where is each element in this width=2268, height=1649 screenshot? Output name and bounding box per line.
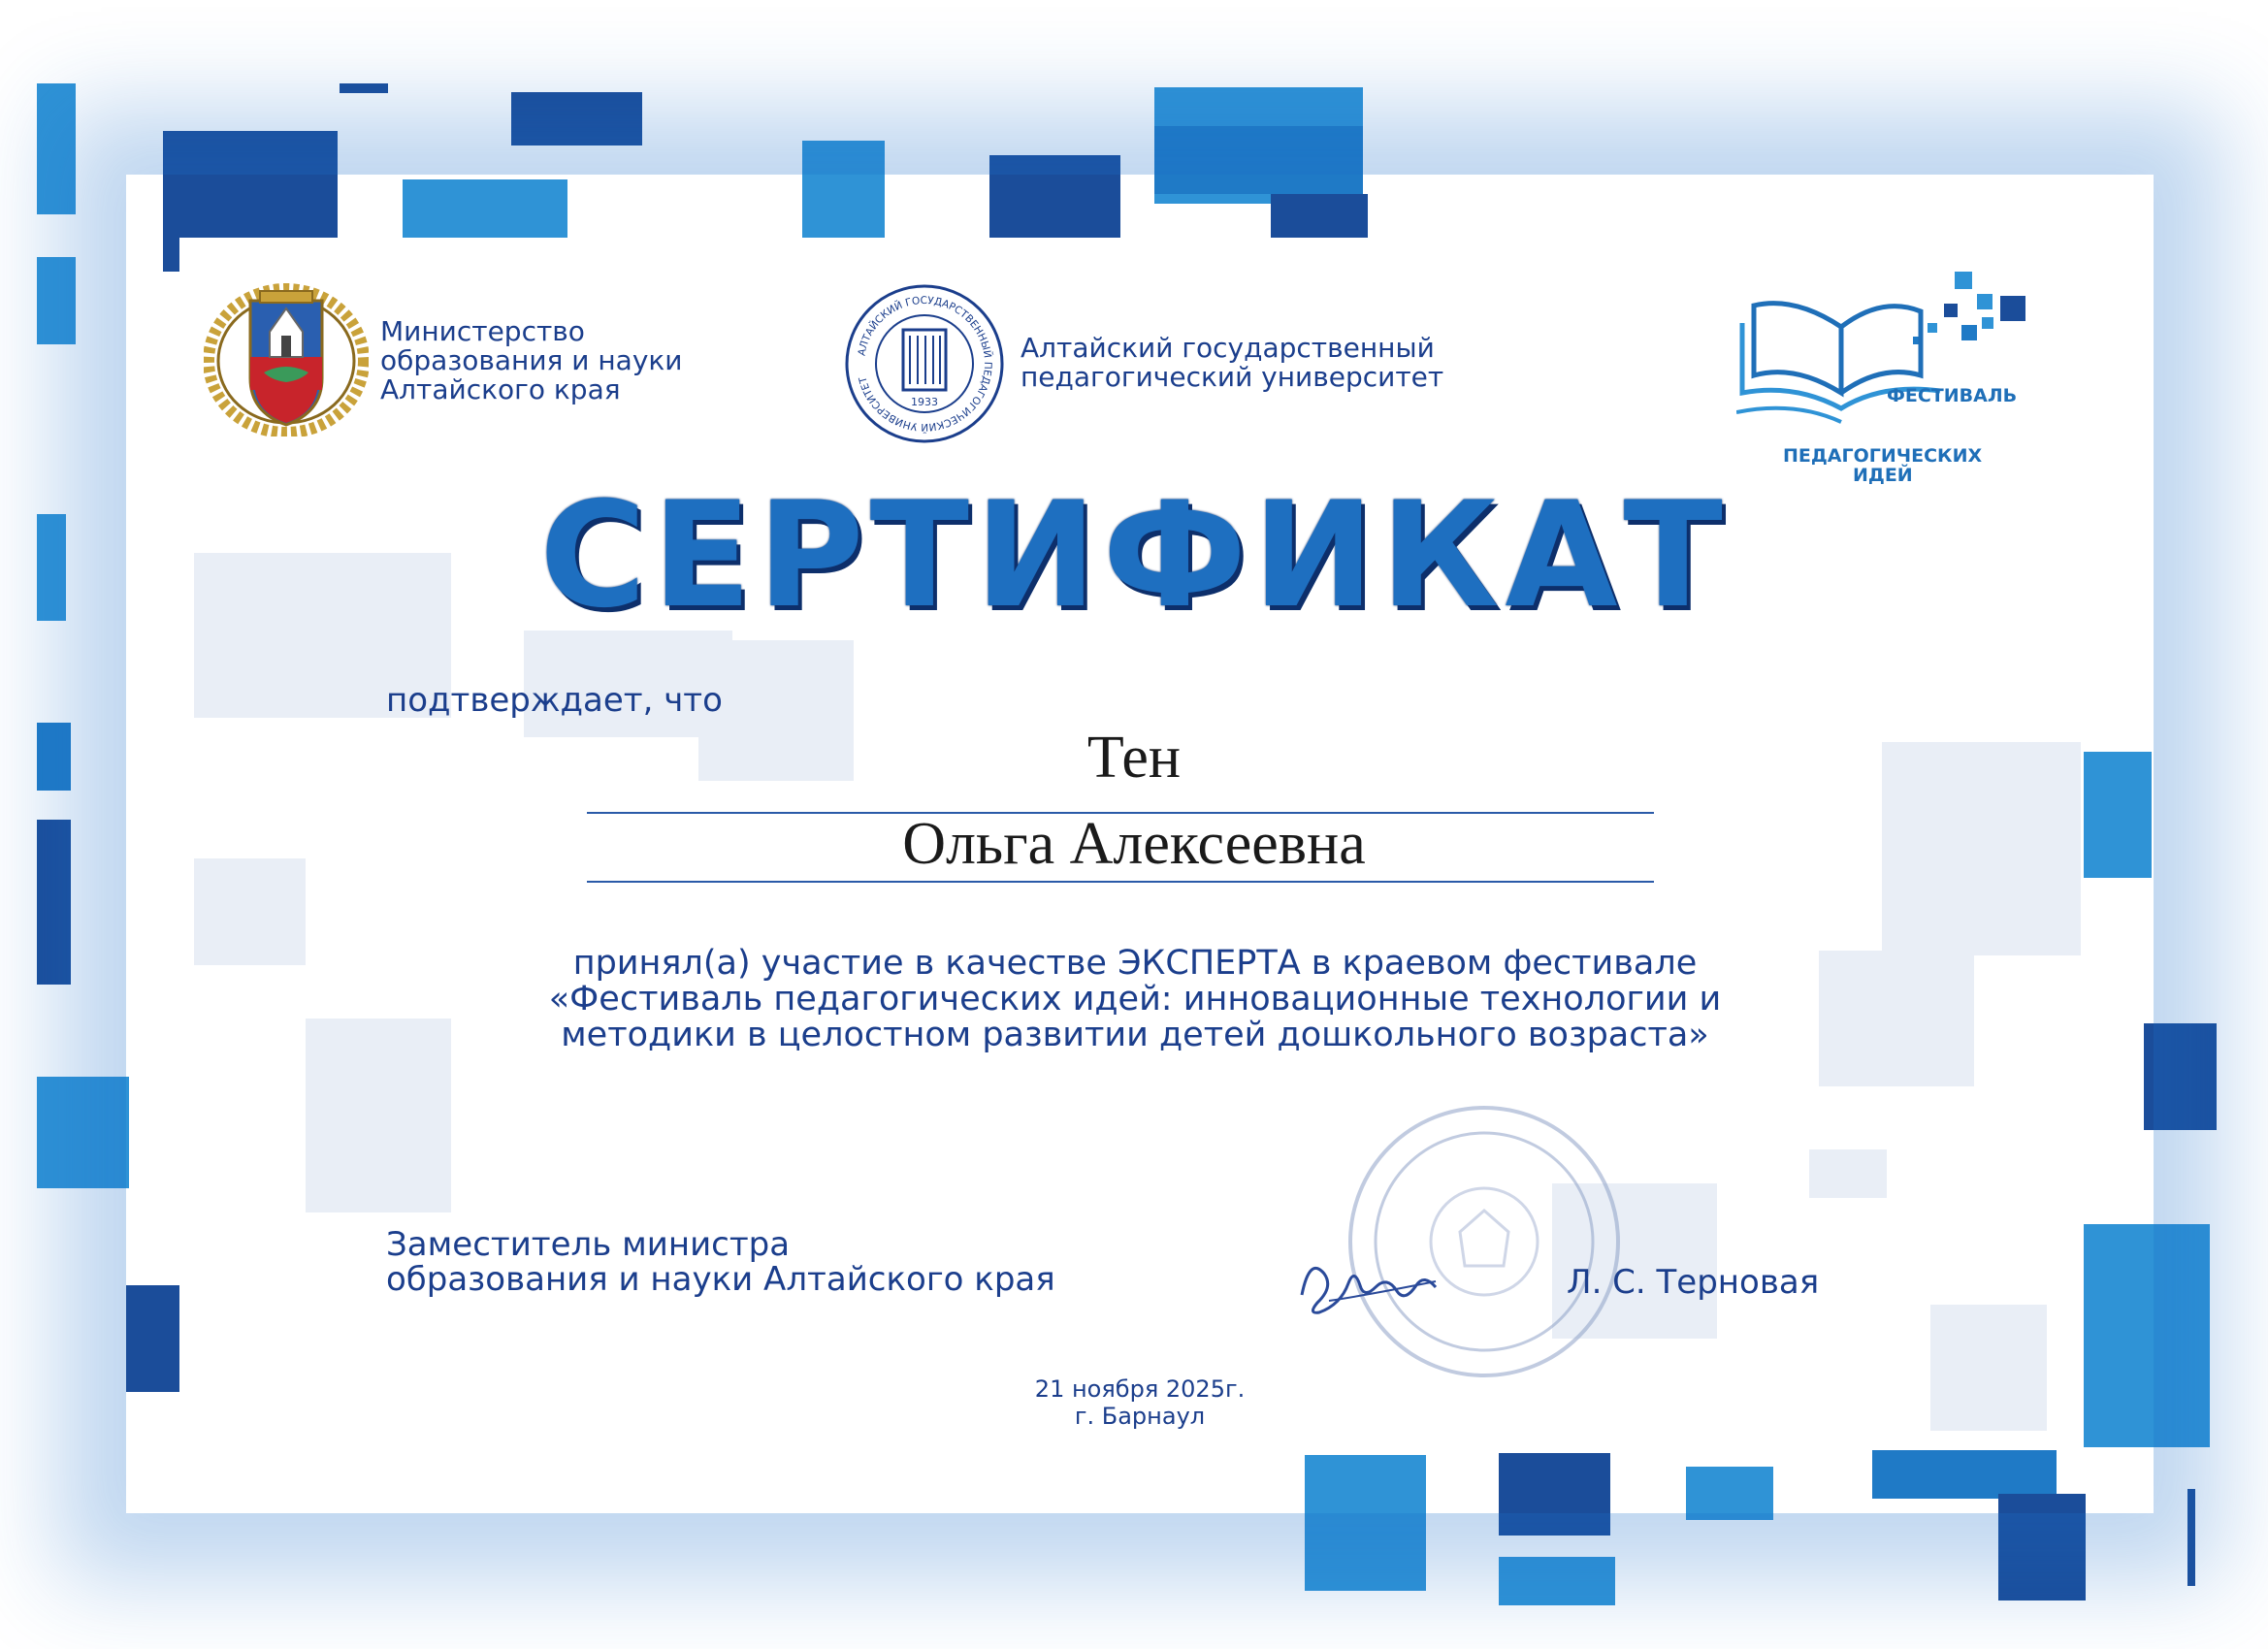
festival-name-line: ФЕСТИВАЛЬ <box>1887 385 2018 406</box>
ministry-name-line: Министерство <box>380 315 585 347</box>
person-surname: Тен <box>1086 725 1182 791</box>
ministry-name-line: Алтайского края <box>380 373 621 405</box>
issue-date-place <box>956 1375 1324 1430</box>
university-name-line: Алтайский государственный <box>1021 332 1435 364</box>
festival-name-line: ПЕДАГОГИЧЕСКИХ <box>1783 445 1983 467</box>
handwritten-signature-icon <box>1290 1227 1465 1334</box>
participation-line: «Фестиваль педагогических идей: инновационные технологии и <box>548 980 1722 1018</box>
participation-text <box>466 946 1804 1053</box>
signer-position <box>386 1227 1055 1297</box>
festival-name-line: ИДЕЙ <box>1853 465 1913 486</box>
university-name-line: педагогический университет <box>1021 361 1444 393</box>
confirms-text: подтверждает, что <box>386 681 723 720</box>
ministry-name <box>380 317 683 404</box>
certificate-title: СЕРТИФИКАТ <box>539 471 1729 640</box>
name-underline <box>587 881 1654 883</box>
person-given-names: Ольга Алексеевна <box>902 811 1366 877</box>
university-seal-icon <box>842 281 1007 446</box>
issue-city: г. Барнаул <box>1074 1403 1206 1430</box>
participation-line: методики в целостном развитии детей дошкольного возраста» <box>561 1016 1709 1054</box>
signer-position-line: Заместитель министра <box>386 1225 791 1264</box>
university-name <box>1021 334 1443 392</box>
participation-line: принял(а) участие в качестве ЭКСПЕРТА в краевом фестивале <box>572 944 1698 983</box>
open-book-pixels-icon <box>1736 267 2057 441</box>
ministry-name-line: образования и науки <box>380 344 683 376</box>
university-seal-year: 1933 <box>911 396 938 408</box>
signer-position-line: образования и науки Алтайского края <box>386 1260 1055 1299</box>
issue-date: 21 ноября 2025г. <box>1034 1375 1246 1403</box>
university-seal-text: АЛТАЙСКИЙ ГОСУДАРСТВЕННЫЙ ПЕДАГОГИЧЕСКИЙ УНИВЕРСИТЕТ <box>856 294 994 434</box>
signer-name: Л. С. Терновая <box>1567 1263 1820 1302</box>
altai-krai-coat-of-arms-icon <box>204 272 369 436</box>
